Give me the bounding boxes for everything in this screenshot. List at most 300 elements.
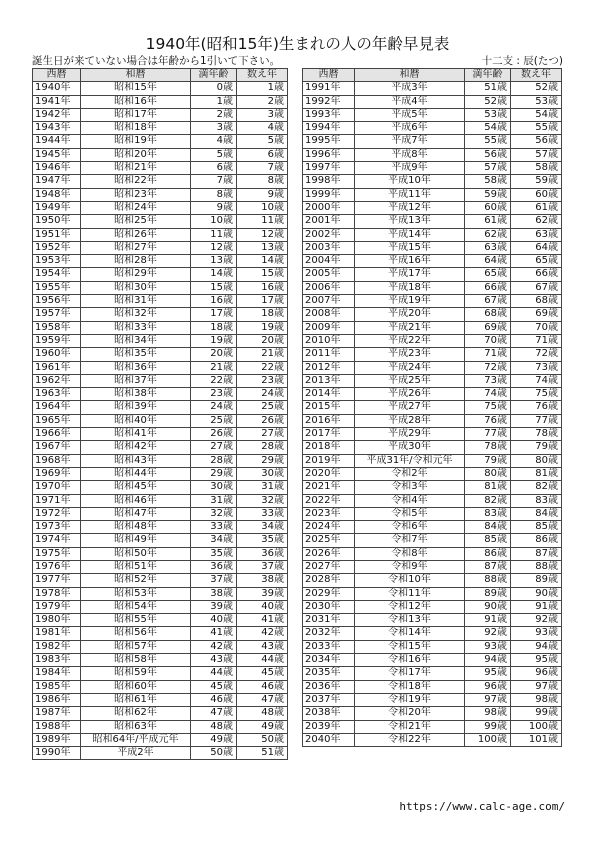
western-year-cell: 2028年 — [303, 574, 355, 587]
full-age-cell: 58歳 — [465, 175, 511, 188]
western-year-cell: 1962年 — [33, 374, 81, 387]
full-age-cell: 42歳 — [191, 640, 237, 653]
traditional-age-cell: 100歳 — [511, 720, 562, 733]
table-row — [33, 441, 288, 454]
table-row — [303, 627, 562, 640]
traditional-age-cell: 32歳 — [237, 494, 288, 507]
table-row — [33, 693, 288, 706]
western-year-cell: 2038年 — [303, 707, 355, 720]
table-row — [33, 361, 288, 374]
full-age-cell: 96歳 — [465, 680, 511, 693]
page-title: 1940年(昭和15年)生まれの人の年齢早見表 — [145, 35, 450, 53]
western-year-cell: 1989年 — [33, 733, 81, 746]
western-year-cell: 1966年 — [33, 428, 81, 441]
table-row — [33, 215, 288, 228]
traditional-age-cell: 83歳 — [511, 494, 562, 507]
traditional-age-cell: 17歳 — [237, 295, 288, 308]
table-row — [303, 388, 562, 401]
table-row — [33, 707, 288, 720]
western-year-cell: 2008年 — [303, 308, 355, 321]
japanese-era-cell: 令和17年 — [355, 667, 465, 680]
table-row — [303, 348, 562, 361]
full-age-cell: 56歳 — [465, 148, 511, 161]
traditional-age-cell: 35歳 — [237, 534, 288, 547]
japanese-era-cell: 昭和36年 — [81, 361, 191, 374]
traditional-age-cell: 78歳 — [511, 428, 562, 441]
western-year-cell: 2023年 — [303, 507, 355, 520]
western-year-cell: 2033年 — [303, 640, 355, 653]
japanese-era-cell: 昭和18年 — [81, 122, 191, 135]
traditional-age-cell: 82歳 — [511, 481, 562, 494]
full-age-cell: 68歳 — [465, 308, 511, 321]
japanese-era-cell: 昭和19年 — [81, 135, 191, 148]
full-age-cell: 34歳 — [191, 534, 237, 547]
japanese-era-cell: 平成22年 — [355, 334, 465, 347]
japanese-era-cell: 昭和53年 — [81, 587, 191, 600]
western-year-cell: 1982年 — [33, 640, 81, 653]
full-age-cell: 79歳 — [465, 454, 511, 467]
western-year-cell: 1985年 — [33, 680, 81, 693]
western-year-cell: 2032年 — [303, 627, 355, 640]
western-year-cell: 2012年 — [303, 361, 355, 374]
traditional-age-cell: 99歳 — [511, 707, 562, 720]
traditional-age-cell: 61歳 — [511, 201, 562, 214]
japanese-era-cell: 昭和51年 — [81, 560, 191, 573]
japanese-era-cell: 昭和23年 — [81, 188, 191, 201]
full-age-cell: 94歳 — [465, 654, 511, 667]
japanese-era-cell: 昭和31年 — [81, 295, 191, 308]
japanese-era-cell: 平成11年 — [355, 188, 465, 201]
full-age-cell: 92歳 — [465, 627, 511, 640]
japanese-era-cell: 平成5年 — [355, 108, 465, 121]
table-row — [33, 108, 288, 121]
full-age-cell: 35歳 — [191, 547, 237, 560]
traditional-age-cell: 36歳 — [237, 547, 288, 560]
full-age-cell: 85歳 — [465, 534, 511, 547]
western-year-cell: 2019年 — [303, 454, 355, 467]
table-row — [33, 428, 288, 441]
japanese-era-cell: 昭和54年 — [81, 600, 191, 613]
table-row — [33, 308, 288, 321]
japanese-era-cell: 昭和27年 — [81, 241, 191, 254]
table-row — [303, 162, 562, 175]
western-year-cell: 1975年 — [33, 547, 81, 560]
full-age-cell: 26歳 — [191, 428, 237, 441]
traditional-age-cell: 62歳 — [511, 215, 562, 228]
japanese-era-cell: 令和9年 — [355, 560, 465, 573]
traditional-age-cell: 79歳 — [511, 441, 562, 454]
table-row — [303, 201, 562, 214]
full-age-cell: 65歳 — [465, 268, 511, 281]
traditional-age-cell: 71歳 — [511, 334, 562, 347]
table-row — [33, 640, 288, 653]
full-age-cell: 36歳 — [191, 560, 237, 573]
japanese-era-cell: 昭和22年 — [81, 175, 191, 188]
japanese-era-cell: 昭和25年 — [81, 215, 191, 228]
japanese-era-cell: 令和10年 — [355, 574, 465, 587]
western-year-cell: 1965年 — [33, 414, 81, 427]
full-age-cell: 88歳 — [465, 574, 511, 587]
full-age-cell: 49歳 — [191, 733, 237, 746]
japanese-era-cell: 平成23年 — [355, 348, 465, 361]
full-age-cell: 10歳 — [191, 215, 237, 228]
full-age-cell: 19歳 — [191, 334, 237, 347]
full-age-cell: 3歳 — [191, 122, 237, 135]
western-year-cell: 2006年 — [303, 281, 355, 294]
japanese-era-cell: 令和20年 — [355, 707, 465, 720]
table-row — [303, 481, 562, 494]
full-age-cell: 57歳 — [465, 162, 511, 175]
traditional-age-cell: 66歳 — [511, 268, 562, 281]
western-year-cell: 2004年 — [303, 255, 355, 268]
traditional-age-cell: 41歳 — [237, 614, 288, 627]
table-row — [33, 175, 288, 188]
western-year-cell: 1991年 — [303, 82, 355, 95]
japanese-era-cell: 昭和40年 — [81, 414, 191, 427]
table-row — [303, 654, 562, 667]
table-row — [33, 268, 288, 281]
traditional-age-cell: 85歳 — [511, 521, 562, 534]
table-row — [303, 667, 562, 680]
traditional-age-cell: 15歳 — [237, 268, 288, 281]
japanese-era-cell: 昭和60年 — [81, 680, 191, 693]
japanese-era-cell: 平成6年 — [355, 122, 465, 135]
traditional-age-cell: 58歳 — [511, 162, 562, 175]
western-year-cell: 1957年 — [33, 308, 81, 321]
table-row — [303, 188, 562, 201]
table-row — [33, 374, 288, 387]
western-year-cell: 1953年 — [33, 255, 81, 268]
japanese-era-cell: 平成28年 — [355, 414, 465, 427]
full-age-cell: 51歳 — [465, 82, 511, 95]
traditional-age-cell: 30歳 — [237, 467, 288, 480]
western-year-cell: 1979年 — [33, 600, 81, 613]
western-year-cell: 1971年 — [33, 494, 81, 507]
full-age-cell: 20歳 — [191, 348, 237, 361]
full-age-cell: 18歳 — [191, 321, 237, 334]
full-age-cell: 89歳 — [465, 587, 511, 600]
western-year-cell: 1968年 — [33, 454, 81, 467]
traditional-age-cell: 24歳 — [237, 388, 288, 401]
western-year-cell: 1958年 — [33, 321, 81, 334]
western-year-cell: 2035年 — [303, 667, 355, 680]
header-traditional-age: 数え年 — [237, 69, 288, 82]
full-age-cell: 21歳 — [191, 361, 237, 374]
full-age-cell: 69歳 — [465, 321, 511, 334]
western-year-cell: 2010年 — [303, 334, 355, 347]
full-age-cell: 67歳 — [465, 295, 511, 308]
japanese-era-cell: 平成9年 — [355, 162, 465, 175]
full-age-cell: 4歳 — [191, 135, 237, 148]
full-age-cell: 99歳 — [465, 720, 511, 733]
western-year-cell: 1976年 — [33, 560, 81, 573]
western-year-cell: 2026年 — [303, 547, 355, 560]
traditional-age-cell: 11歳 — [237, 215, 288, 228]
traditional-age-cell: 13歳 — [237, 241, 288, 254]
japanese-era-cell: 令和14年 — [355, 627, 465, 640]
full-age-cell: 43歳 — [191, 654, 237, 667]
japanese-era-cell: 令和7年 — [355, 534, 465, 547]
table-row — [303, 521, 562, 534]
full-age-cell: 11歳 — [191, 228, 237, 241]
full-age-cell: 59歳 — [465, 188, 511, 201]
japanese-era-cell: 令和21年 — [355, 720, 465, 733]
western-year-cell: 1993年 — [303, 108, 355, 121]
table-row — [303, 148, 562, 161]
full-age-cell: 81歳 — [465, 481, 511, 494]
full-age-cell: 97歳 — [465, 693, 511, 706]
table-row — [33, 135, 288, 148]
japanese-era-cell: 平成7年 — [355, 135, 465, 148]
traditional-age-cell: 70歳 — [511, 321, 562, 334]
western-year-cell: 1995年 — [303, 135, 355, 148]
table-row — [303, 507, 562, 520]
traditional-age-cell: 87歳 — [511, 547, 562, 560]
table-row — [33, 521, 288, 534]
western-year-cell: 1997年 — [303, 162, 355, 175]
full-age-cell: 46歳 — [191, 693, 237, 706]
japanese-era-cell: 昭和37年 — [81, 374, 191, 387]
full-age-cell: 12歳 — [191, 241, 237, 254]
japanese-era-cell: 昭和26年 — [81, 228, 191, 241]
traditional-age-cell: 86歳 — [511, 534, 562, 547]
traditional-age-cell: 98歳 — [511, 693, 562, 706]
western-year-cell: 2005年 — [303, 268, 355, 281]
full-age-cell: 66歳 — [465, 281, 511, 294]
site-url-link[interactable]: https://www.calc-age.com/ — [399, 800, 565, 813]
western-year-cell: 1960年 — [33, 348, 81, 361]
traditional-age-cell: 23歳 — [237, 374, 288, 387]
western-year-cell: 1944年 — [33, 135, 81, 148]
western-year-cell: 2011年 — [303, 348, 355, 361]
full-age-cell: 98歳 — [465, 707, 511, 720]
full-age-cell: 1歳 — [191, 95, 237, 108]
japanese-era-cell: 昭和56年 — [81, 627, 191, 640]
zodiac-label: 十二支 : 辰(たつ) — [481, 55, 563, 67]
japanese-era-cell: 昭和55年 — [81, 614, 191, 627]
traditional-age-cell: 81歳 — [511, 467, 562, 480]
western-year-cell: 2027年 — [303, 560, 355, 573]
western-year-cell: 1986年 — [33, 693, 81, 706]
japanese-era-cell: 昭和50年 — [81, 547, 191, 560]
japanese-era-cell: 昭和15年 — [81, 82, 191, 95]
full-age-cell: 30歳 — [191, 481, 237, 494]
japanese-era-cell: 平成16年 — [355, 255, 465, 268]
traditional-age-cell: 18歳 — [237, 308, 288, 321]
traditional-age-cell: 101歳 — [511, 733, 562, 746]
table-row — [303, 720, 562, 733]
full-age-cell: 38歳 — [191, 587, 237, 600]
table-row — [303, 574, 562, 587]
western-year-cell: 2002年 — [303, 228, 355, 241]
full-age-cell: 84歳 — [465, 521, 511, 534]
traditional-age-cell: 20歳 — [237, 334, 288, 347]
full-age-cell: 17歳 — [191, 308, 237, 321]
traditional-age-cell: 4歳 — [237, 122, 288, 135]
japanese-era-cell: 平成30年 — [355, 441, 465, 454]
japanese-era-cell: 平成24年 — [355, 361, 465, 374]
japanese-era-cell: 昭和62年 — [81, 707, 191, 720]
western-year-cell: 2021年 — [303, 481, 355, 494]
western-year-cell: 1983年 — [33, 654, 81, 667]
full-age-cell: 95歳 — [465, 667, 511, 680]
table-row — [303, 108, 562, 121]
full-age-cell: 28歳 — [191, 454, 237, 467]
table-row — [33, 574, 288, 587]
western-year-cell: 1996年 — [303, 148, 355, 161]
japanese-era-cell: 昭和21年 — [81, 162, 191, 175]
header-full-age: 満年齢 — [465, 69, 511, 82]
western-year-cell: 1950年 — [33, 215, 81, 228]
table-body-left — [33, 82, 288, 760]
traditional-age-cell: 69歳 — [511, 308, 562, 321]
japanese-era-cell: 昭和43年 — [81, 454, 191, 467]
western-year-cell: 1948年 — [33, 188, 81, 201]
full-age-cell: 93歳 — [465, 640, 511, 653]
full-age-cell: 23歳 — [191, 388, 237, 401]
western-year-cell: 1949年 — [33, 201, 81, 214]
table-row — [33, 281, 288, 294]
table-row — [303, 82, 562, 95]
traditional-age-cell: 72歳 — [511, 348, 562, 361]
table-row — [303, 560, 562, 573]
japanese-era-cell: 令和3年 — [355, 481, 465, 494]
western-year-cell: 2009年 — [303, 321, 355, 334]
full-age-cell: 91歳 — [465, 614, 511, 627]
full-age-cell: 41歳 — [191, 627, 237, 640]
table-row — [33, 334, 288, 347]
traditional-age-cell: 7歳 — [237, 162, 288, 175]
table-row — [303, 281, 562, 294]
table-row — [33, 348, 288, 361]
traditional-age-cell: 57歳 — [511, 148, 562, 161]
japanese-era-cell: 平成13年 — [355, 215, 465, 228]
traditional-age-cell: 93歳 — [511, 627, 562, 640]
full-age-cell: 0歳 — [191, 82, 237, 95]
header-western-year: 西暦 — [303, 69, 355, 82]
table-row — [303, 228, 562, 241]
full-age-cell: 24歳 — [191, 401, 237, 414]
traditional-age-cell: 53歳 — [511, 95, 562, 108]
full-age-cell: 63歳 — [465, 241, 511, 254]
traditional-age-cell: 22歳 — [237, 361, 288, 374]
traditional-age-cell: 8歳 — [237, 175, 288, 188]
table-body-right — [303, 82, 562, 747]
full-age-cell: 90歳 — [465, 600, 511, 613]
japanese-era-cell: 平成10年 — [355, 175, 465, 188]
table-row — [33, 162, 288, 175]
birthday-note: 誕生日が来ていない場合は年齢から1引いて下さい。 — [32, 55, 281, 67]
japanese-era-cell: 平成27年 — [355, 401, 465, 414]
japanese-era-cell: 昭和41年 — [81, 428, 191, 441]
full-age-cell: 86歳 — [465, 547, 511, 560]
table-row — [303, 401, 562, 414]
table-row — [303, 441, 562, 454]
traditional-age-cell: 10歳 — [237, 201, 288, 214]
traditional-age-cell: 33歳 — [237, 507, 288, 520]
japanese-era-cell: 平成18年 — [355, 281, 465, 294]
full-age-cell: 40歳 — [191, 614, 237, 627]
table-row — [33, 627, 288, 640]
traditional-age-cell: 9歳 — [237, 188, 288, 201]
traditional-age-cell: 25歳 — [237, 401, 288, 414]
western-year-cell: 1981年 — [33, 627, 81, 640]
full-age-cell: 33歳 — [191, 521, 237, 534]
traditional-age-cell: 47歳 — [237, 693, 288, 706]
japanese-era-cell: 昭和33年 — [81, 321, 191, 334]
full-age-cell: 87歳 — [465, 560, 511, 573]
traditional-age-cell: 43歳 — [237, 640, 288, 653]
traditional-age-cell: 75歳 — [511, 388, 562, 401]
traditional-age-cell: 14歳 — [237, 255, 288, 268]
western-year-cell: 2001年 — [303, 215, 355, 228]
western-year-cell: 1963年 — [33, 388, 81, 401]
header-western-year: 西暦 — [33, 69, 81, 82]
western-year-cell: 2014年 — [303, 388, 355, 401]
japanese-era-cell: 昭和49年 — [81, 534, 191, 547]
japanese-era-cell: 昭和30年 — [81, 281, 191, 294]
western-year-cell: 2025年 — [303, 534, 355, 547]
table-row — [303, 321, 562, 334]
japanese-era-cell: 昭和24年 — [81, 201, 191, 214]
full-age-cell: 54歳 — [465, 122, 511, 135]
japanese-era-cell: 平成29年 — [355, 428, 465, 441]
traditional-age-cell: 55歳 — [511, 122, 562, 135]
full-age-cell: 8歳 — [191, 188, 237, 201]
traditional-age-cell: 74歳 — [511, 374, 562, 387]
traditional-age-cell: 92歳 — [511, 614, 562, 627]
japanese-era-cell: 昭和48年 — [81, 521, 191, 534]
western-year-cell: 1942年 — [33, 108, 81, 121]
western-year-cell: 1980年 — [33, 614, 81, 627]
table-row — [33, 547, 288, 560]
traditional-age-cell: 37歳 — [237, 560, 288, 573]
western-year-cell: 1970年 — [33, 481, 81, 494]
traditional-age-cell: 2歳 — [237, 95, 288, 108]
table-row — [33, 148, 288, 161]
japanese-era-cell: 昭和35年 — [81, 348, 191, 361]
traditional-age-cell: 48歳 — [237, 707, 288, 720]
full-age-cell: 73歳 — [465, 374, 511, 387]
full-age-cell: 71歳 — [465, 348, 511, 361]
table-row — [303, 308, 562, 321]
western-year-cell: 1978年 — [33, 587, 81, 600]
traditional-age-cell: 80歳 — [511, 454, 562, 467]
table-row — [33, 467, 288, 480]
table-row — [33, 587, 288, 600]
full-age-cell: 44歳 — [191, 667, 237, 680]
full-age-cell: 72歳 — [465, 361, 511, 374]
table-row — [33, 122, 288, 135]
full-age-cell: 83歳 — [465, 507, 511, 520]
table-row — [33, 414, 288, 427]
table-row — [33, 747, 288, 760]
table-row — [303, 428, 562, 441]
japanese-era-cell: 平成31年/令和元年 — [355, 454, 465, 467]
japanese-era-cell: 平成4年 — [355, 95, 465, 108]
full-age-cell: 55歳 — [465, 135, 511, 148]
japanese-era-cell: 令和4年 — [355, 494, 465, 507]
traditional-age-cell: 28歳 — [237, 441, 288, 454]
full-age-cell: 77歳 — [465, 428, 511, 441]
traditional-age-cell: 90歳 — [511, 587, 562, 600]
traditional-age-cell: 97歳 — [511, 680, 562, 693]
western-year-cell: 1977年 — [33, 574, 81, 587]
table-row — [303, 707, 562, 720]
western-year-cell: 1961年 — [33, 361, 81, 374]
traditional-age-cell: 88歳 — [511, 560, 562, 573]
table-row — [303, 215, 562, 228]
